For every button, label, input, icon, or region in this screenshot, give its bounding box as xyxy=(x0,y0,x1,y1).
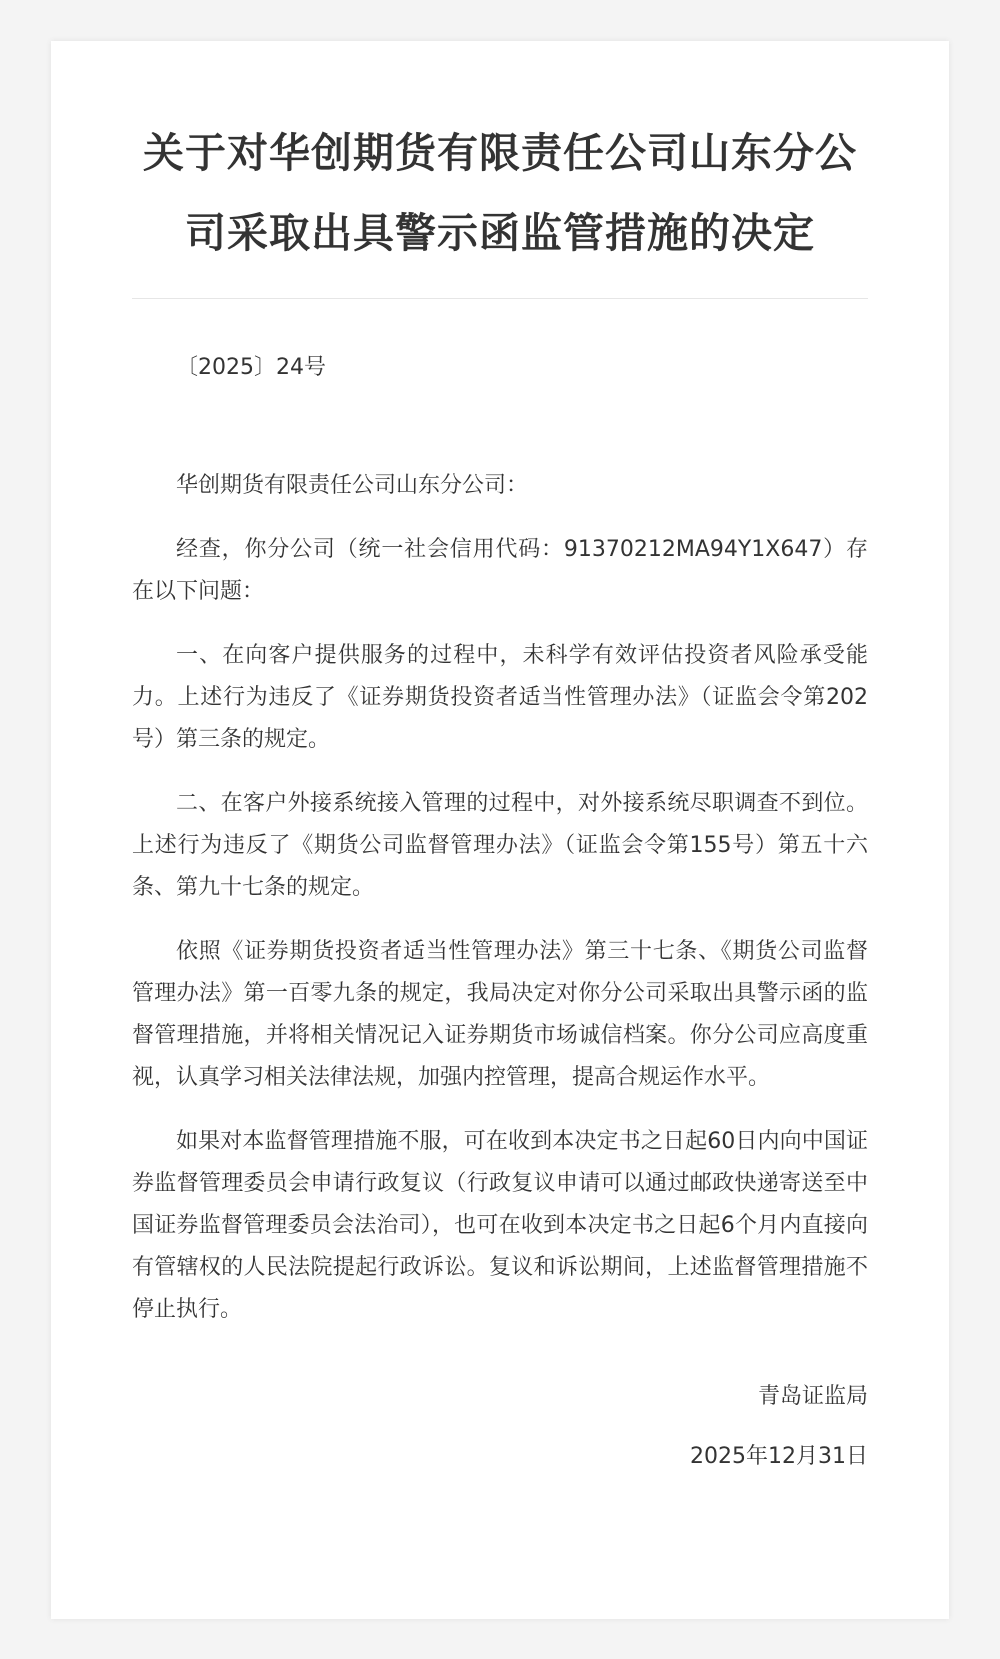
issue-date: 2025年12月31日 xyxy=(690,1444,868,1469)
document-number: 〔2025〕24号 xyxy=(176,355,326,380)
document-card xyxy=(51,41,949,1619)
paragraph-appeal-rights: 如果对本监督管理措施不服，可在收到本决定书之日起60日内向中国证券监督管理委员会申请行政复议（行政复议申请可以通过邮政快递寄送至中国证券监督管理委员会法治司），也可在收到本决定书之日起6个月内直接向有管辖权的人民法院提起行政诉讼。复议和诉讼期间，上述监督管理措施不停止执行。 xyxy=(132,1129,868,1322)
document-title: 关于对华创期货有限责任公司山东分公司采取出具警示函监管措施的决定 xyxy=(143,129,857,257)
paragraph-findings-intro: 经查，你分公司（统一社会信用代码：91370212MA94Y1X647）存在以下问题： xyxy=(132,537,868,604)
issuer-signature: 青岛证监局 xyxy=(757,1384,868,1409)
paragraph-decision: 依照《证券期货投资者适当性管理办法》第三十七条、《期货公司监督管理办法》第一百零九条的规定，我局决定对你分公司采取出具警示函的监督管理措施，并将相关情况记入证券期货市场诚信档案。你分公司应高度重视，认真学习相关法律法规，加强内控管理，提高合规运作水平。 xyxy=(132,939,868,1090)
document-body xyxy=(132,465,868,1331)
paragraph-issue-two: 二、在客户外接系统接入管理的过程中，对外接系统尽职调查不到位。上述行为违反了《期货公司监督管理办法》（证监会令第155号）第五十六条、第九十七条的规定。 xyxy=(132,791,868,900)
paragraph-issue-one: 一、在向客户提供服务的过程中，未科学有效评估投资者风险承受能力。上述行为违反了《证券期货投资者适当性管理办法》（证监会令第202号）第三条的规定。 xyxy=(132,643,868,752)
title-divider xyxy=(132,298,868,299)
salutation: 华创期货有限责任公司山东分公司： xyxy=(176,473,529,498)
